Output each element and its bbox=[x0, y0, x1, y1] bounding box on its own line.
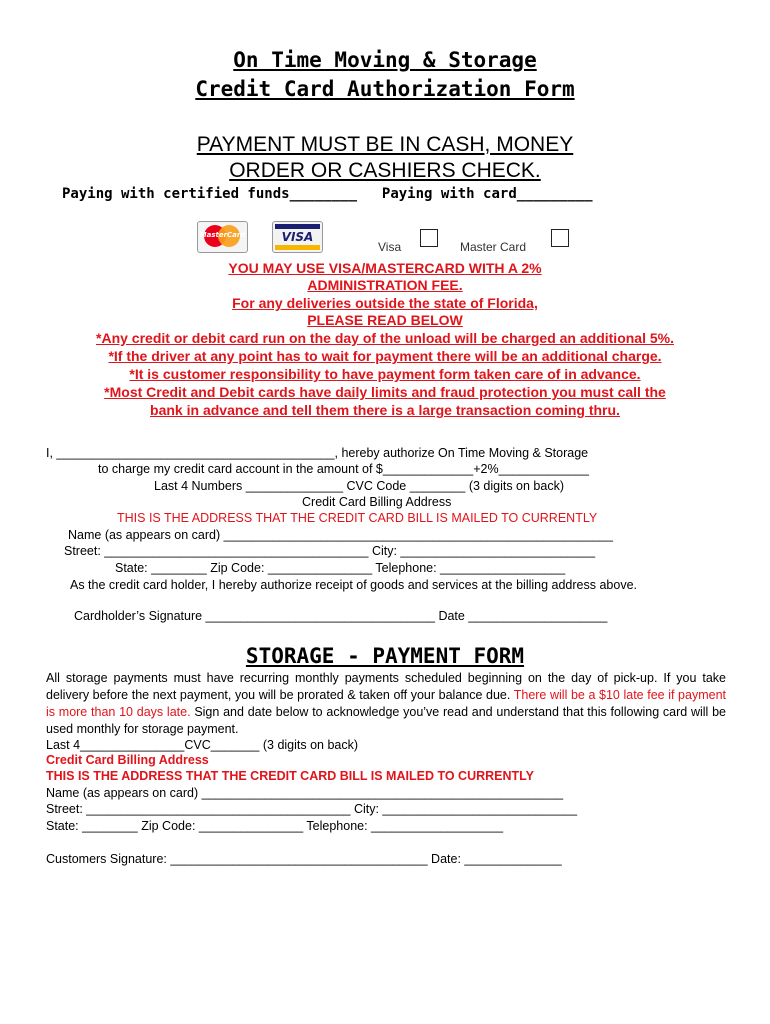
notice-line4: PLEASE READ BELOW bbox=[307, 312, 463, 328]
notice-line2: ADMINISTRATION FEE. bbox=[307, 277, 463, 293]
visa-top-stripe bbox=[275, 224, 320, 229]
visa-logo bbox=[272, 221, 323, 253]
notice-line9: bank in advance and tell them there is a large transaction coming thru. bbox=[150, 402, 620, 418]
cardholder-signature-field[interactable]: Cardholder’s Signature _________________________________ Date ____________________ bbox=[74, 609, 608, 623]
storage-paragraph bbox=[46, 670, 726, 738]
storage-street-city-field[interactable]: Street: ______________________________________ City: ____________________________ bbox=[46, 802, 578, 816]
visa-bottom-stripe bbox=[275, 245, 320, 250]
name-on-card-field[interactable]: Name (as appears on card) ________________________________________________________ bbox=[68, 528, 613, 542]
authorize-line[interactable]: I, ________________________________________, hereby authorize On Time Moving & Storage bbox=[46, 446, 589, 460]
storage-billing-heading: Credit Card Billing Address bbox=[46, 753, 209, 767]
paying-certified-funds[interactable]: Paying with certified funds________ bbox=[62, 186, 358, 202]
mastercard-label: Master Card bbox=[460, 240, 527, 254]
notice-line7: *It is customer responsibility to have payment form taken care of in advance. bbox=[129, 366, 641, 382]
storage-state-zip-phone-field[interactable]: State: ________ Zip Code: _______________ Telephone: ___________________ bbox=[46, 819, 504, 833]
storage-last4-cvc-line[interactable]: Last 4_______________CVC_______ (3 digits on back) bbox=[46, 738, 359, 752]
mastercard-logo bbox=[197, 221, 248, 253]
payment-notice-line1: PAYMENT MUST BE IN CASH, MONEY bbox=[196, 133, 574, 156]
notice-line6: *If the driver at any point has to wait for payment there will be an additional charge. bbox=[108, 348, 662, 364]
visa-logo-text: VISA bbox=[281, 230, 314, 244]
holder-statement: As the credit card holder, I hereby authorize receipt of goods and services at the billing address above. bbox=[70, 578, 637, 592]
storage-paragraph-part1: All storage payments must have recurring monthly payments scheduled beginning on the day of pick-up. If you take delivery before the next payment, you will be prorated & taken off your balance due. bbox=[46, 671, 726, 702]
notice-line5: *Any credit or debit card run on the day of the unload will be charged an additional 5%. bbox=[96, 330, 674, 346]
customer-signature-field[interactable]: Customers Signature: _____________________________________ Date: ______________ bbox=[46, 852, 562, 866]
visa-label: Visa bbox=[378, 240, 402, 254]
notice-line1: YOU MAY USE VISA/MASTERCARD WITH A 2% bbox=[228, 260, 542, 276]
street-city-field[interactable]: Street: ______________________________________ City: ____________________________ bbox=[64, 544, 596, 558]
billing-address-heading: Credit Card Billing Address bbox=[302, 495, 452, 509]
form-title: Credit Card Authorization Form bbox=[195, 77, 575, 101]
late-fee-notice: There will be a $10 late fee if payment is more than 10 days late. bbox=[46, 688, 726, 719]
storage-payment-title: STORAGE - PAYMENT FORM bbox=[245, 644, 525, 668]
storage-paragraph-part2: Sign and date below to acknowledge you’ve read and understand that this following card will be used monthly for storage payment. bbox=[46, 705, 726, 736]
paying-with-card[interactable]: Paying with card_________ bbox=[381, 186, 593, 202]
notice-line3: For any deliveries outside the state of Florida, bbox=[232, 295, 538, 311]
billing-address-notice: THIS IS THE ADDRESS THAT THE CREDIT CARD BILL IS MAILED TO CURRENTLY bbox=[117, 511, 598, 525]
charge-amount-line[interactable]: to charge my credit card account in the amount of $_____________+2%_____________ bbox=[98, 462, 589, 476]
mastercard-checkbox[interactable] bbox=[551, 229, 569, 247]
storage-billing-notice: THIS IS THE ADDRESS THAT THE CREDIT CARD BILL IS MAILED TO CURRENTLY bbox=[46, 769, 534, 783]
company-title: On Time Moving & Storage bbox=[233, 48, 537, 72]
payment-notice-line2: ORDER OR CASHIERS CHECK. bbox=[229, 159, 541, 182]
storage-name-field[interactable]: Name (as appears on card) ____________________________________________________ bbox=[46, 786, 564, 800]
notice-line8: *Most Credit and Debit cards have daily limits and fraud protection you must call the bbox=[104, 384, 666, 400]
mastercard-logo-text: MasterCard bbox=[199, 231, 246, 239]
state-zip-phone-field[interactable]: State: ________ Zip Code: _______________ Telephone: __________________ bbox=[115, 561, 566, 575]
last4-cvc-line[interactable]: Last 4 Numbers ______________ CVC Code ________ (3 digits on back) bbox=[154, 479, 564, 493]
paying-options bbox=[62, 186, 593, 202]
visa-checkbox[interactable] bbox=[420, 229, 438, 247]
